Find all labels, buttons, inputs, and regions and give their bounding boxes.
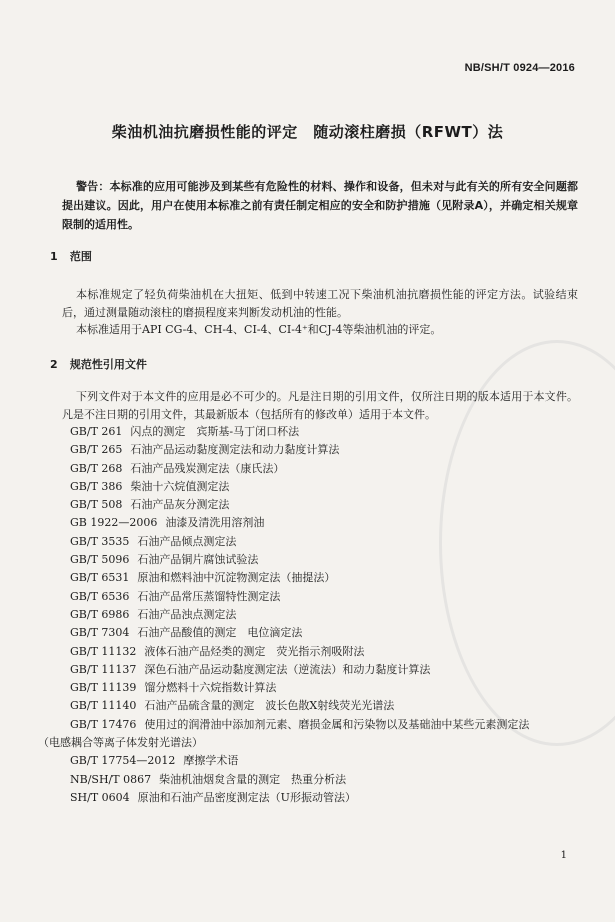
reference-item <box>38 460 583 478</box>
reference-title: 油漆及清洗用溶剂油 <box>165 516 265 530</box>
reference-item <box>38 606 583 624</box>
warning-paragraph: 警告：本标准的应用可能涉及到某些有危险性的材料、操作和设备，但未对与此有关的所有安全问题都提出建议。因此，用户在使用本标准之前有责任制定相应的安全和防护措施（见附录A），并确定相关规章限制的适用性。 <box>62 180 578 231</box>
reference-item <box>38 533 583 551</box>
reference-title: 原油和燃料油中沉淀物测定法（抽提法） <box>137 571 336 585</box>
reference-code: GB/T 11132 <box>70 644 137 658</box>
reference-item <box>38 716 583 753</box>
standard-code: NB/SH/T 0924—2016 <box>464 62 575 74</box>
reference-code: GB/T 17754—2012 <box>70 754 176 768</box>
reference-code: GB/T 6536 <box>70 589 130 603</box>
section-1-heading <box>50 248 92 264</box>
reference-item <box>38 624 583 642</box>
reference-title: 闪点的测定 宾斯基-马丁闭口杯法 <box>130 425 300 438</box>
reference-code: GB/T 268 <box>70 461 123 475</box>
reference-code: GB/T 386 <box>70 479 123 493</box>
reference-title: 液体石油产品烃类的测定 荧光指示剂吸附法 <box>144 644 365 658</box>
reference-title: 石油产品倾点测定法 <box>137 534 237 548</box>
reference-item <box>38 496 583 514</box>
reference-item <box>38 771 583 789</box>
references-intro: 下列文件对于本文件的应用是必不可少的。凡是注日期的引用文件，仅所注日期的版本适用于本文件。凡是不注日期的引用文件，其最新版本（包括所有的修改单）适用于本文件。 <box>62 390 578 421</box>
reference-title: 柴油十六烷值测定法 <box>130 479 230 493</box>
reference-title: 深色石油产品运动黏度测定法（逆流法）和动力黏度计算法 <box>144 662 431 676</box>
reference-code: GB/T 11139 <box>70 681 137 695</box>
reference-code: SH/T 0604 <box>70 790 130 804</box>
reference-title: 石油产品灰分测定法 <box>130 498 230 512</box>
reference-title: 石油产品酸值的测定 电位滴定法 <box>137 626 303 640</box>
section-2-heading <box>50 356 147 372</box>
reference-list <box>38 423 583 807</box>
reference-item <box>38 643 583 661</box>
section-1-title: 范围 <box>69 250 92 263</box>
reference-title-continuation: （电感耦合等离子体发射光谱法） <box>38 736 203 750</box>
reference-item <box>38 588 583 606</box>
scope-paragraph-1: 本标准规定了轻负荷柴油机在大扭矩、低到中转速工况下柴油机油抗磨损性能的评定方法。试验结束后，通过测量随动滚柱的磨损程度来判断发动机油的性能。 <box>62 288 578 319</box>
page-number: 1 <box>560 850 567 861</box>
reference-code: GB 1922—2006 <box>70 516 158 530</box>
reference-title: 石油产品运动黏度测定法和动力黏度计算法 <box>130 443 340 457</box>
document-title: 柴油机油抗磨损性能的评定 随动滚柱磨损（RFWT）法 <box>111 123 504 141</box>
reference-title: 使用过的润滑油中添加剂元素、磨损金属和污染物以及基础油中某些元素测定法 <box>144 717 530 731</box>
reference-item <box>38 661 583 679</box>
reference-title: 石油产品铜片腐蚀试验法 <box>137 553 259 567</box>
reference-code: GB/T 5096 <box>70 553 130 567</box>
reference-title: 馏分燃料十六烷指数计算法 <box>144 681 277 695</box>
reference-item <box>38 789 583 807</box>
reference-code: GB/T 265 <box>70 443 123 457</box>
reference-code: GB/T 11140 <box>70 699 137 713</box>
reference-title: 石油产品常压蒸馏特性测定法 <box>137 589 281 603</box>
reference-code: GB/T 17476 <box>70 717 137 731</box>
reference-item <box>38 679 583 697</box>
reference-item <box>38 697 583 715</box>
reference-code: GB/T 261 <box>70 425 123 438</box>
reference-item <box>38 514 583 532</box>
reference-title: 石油产品浊点测定法 <box>137 607 237 621</box>
reference-item <box>38 478 583 496</box>
reference-item <box>38 569 583 587</box>
reference-code: GB/T 7304 <box>70 626 130 640</box>
reference-code: GB/T 6986 <box>70 607 130 621</box>
reference-title: 柴油机油烟炱含量的测定 热重分析法 <box>159 772 347 786</box>
scope-paragraph-2: 本标准适用于API CG-4、CH-4、CI-4、CI-4⁺和CJ-4等柴油机油的评定。 <box>76 323 442 336</box>
reference-title: 原油和石油产品密度测定法（U形振动管法） <box>137 790 356 804</box>
reference-item <box>38 441 583 459</box>
reference-item <box>38 752 583 770</box>
reference-code: GB/T 6531 <box>70 571 130 585</box>
reference-title: 石油产品硫含量的测定 波长色散X射线荧光光谱法 <box>144 699 395 713</box>
reference-title: 摩擦学术语 <box>183 754 239 768</box>
section-2-title: 规范性引用文件 <box>69 358 147 371</box>
reference-code: GB/T 11137 <box>70 662 137 676</box>
section-1-number: 1 <box>50 250 58 263</box>
reference-title: 石油产品残炭测定法（康氏法） <box>130 461 285 475</box>
reference-code: GB/T 508 <box>70 498 123 512</box>
section-2-number: 2 <box>50 358 58 371</box>
reference-item <box>38 551 583 569</box>
reference-item <box>38 423 583 441</box>
reference-code: NB/SH/T 0867 <box>70 772 152 786</box>
reference-code: GB/T 3535 <box>70 534 130 548</box>
